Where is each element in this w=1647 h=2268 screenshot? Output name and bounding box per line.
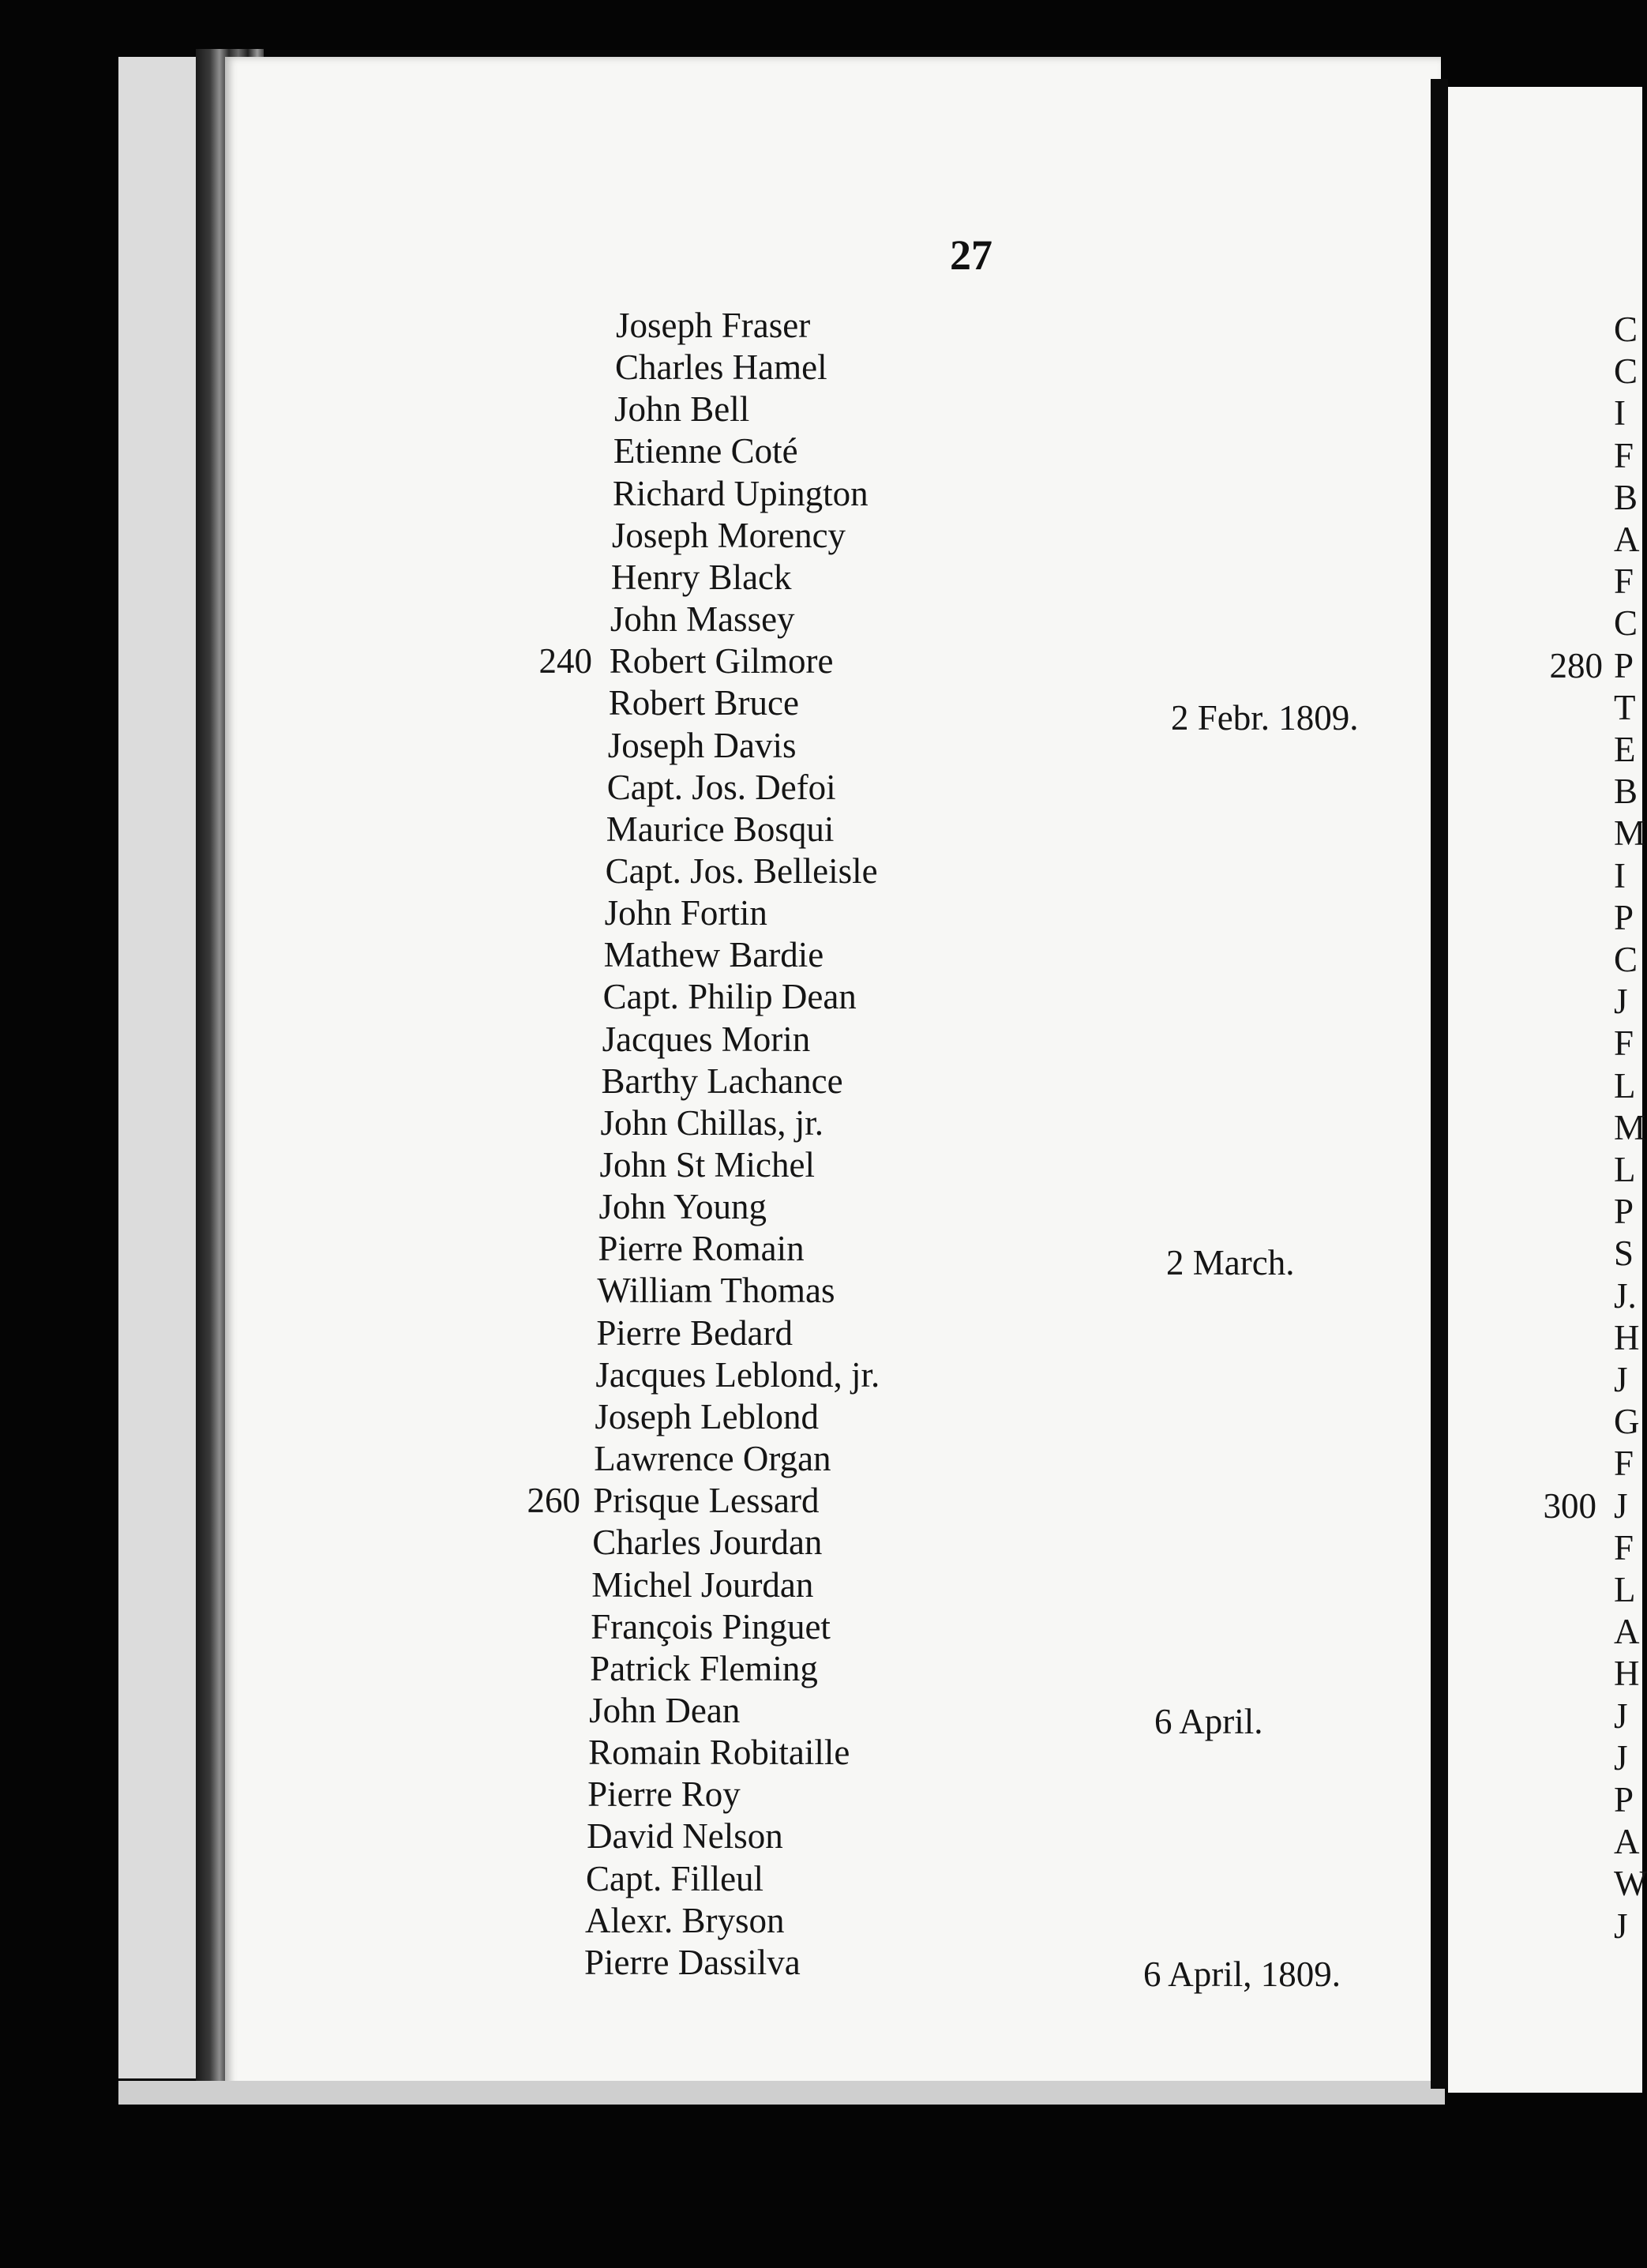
right-page-letter: C bbox=[1614, 351, 1638, 392]
name-entry: Romain Robitaille bbox=[588, 1733, 850, 1773]
right-page-letter: P bbox=[1614, 1192, 1634, 1232]
right-page-letter: J bbox=[1614, 1360, 1628, 1399]
right-page-letter: J bbox=[1614, 1695, 1628, 1736]
right-page-letter: L bbox=[1614, 1150, 1636, 1189]
name-entry: John Chillas, jr. bbox=[600, 1102, 824, 1143]
right-page-counter: 300 bbox=[1543, 1485, 1596, 1526]
right-page-letter: I bbox=[1614, 855, 1626, 896]
right-page-letter: F bbox=[1614, 561, 1634, 602]
right-page-letter: F bbox=[1614, 1527, 1634, 1568]
right-page-letter: C bbox=[1614, 310, 1638, 349]
name-entry: Capt. Philip Dean bbox=[602, 977, 857, 1017]
right-page-letter: P bbox=[1614, 897, 1634, 937]
name-entry: John Young bbox=[598, 1187, 767, 1227]
right-page-letter: I bbox=[1614, 393, 1626, 434]
page-bottom-edge bbox=[118, 2081, 1445, 2105]
name-entry: Charles Jourdan bbox=[592, 1523, 823, 1563]
name-entry: Patrick Fleming bbox=[590, 1648, 818, 1688]
right-page-letter: W bbox=[1614, 1864, 1647, 1904]
right-page-letter: A bbox=[1614, 1612, 1640, 1652]
right-page-letter: J. bbox=[1614, 1275, 1637, 1316]
right-page-letter: G bbox=[1614, 1402, 1640, 1442]
name-entry: François Pinguet bbox=[591, 1606, 831, 1647]
name-entry: Joseph Morency bbox=[611, 515, 846, 555]
name-entry: John Bell bbox=[613, 389, 750, 430]
right-page-letter: E bbox=[1614, 730, 1636, 769]
name-entry: Capt. Jos. Belleisle bbox=[605, 850, 878, 891]
right-page-letter: A bbox=[1614, 1822, 1640, 1862]
right-page-letter: T bbox=[1614, 687, 1636, 727]
name-entry: Jacques Morin bbox=[602, 1019, 811, 1059]
name-entry: Capt. Filleul bbox=[586, 1858, 764, 1898]
name-entry: Joseph Davis bbox=[607, 725, 797, 765]
name-entry: Charles Hamel bbox=[614, 347, 827, 388]
date-entry: 2 Febr. 1809. bbox=[1171, 698, 1359, 738]
page-number: 27 bbox=[950, 231, 992, 279]
name-entry: Etienne Coté bbox=[613, 431, 798, 471]
date-entry: 2 March. bbox=[1166, 1243, 1295, 1282]
name-entry: Pierre Roy bbox=[587, 1774, 741, 1815]
entry-counter: 260 bbox=[527, 1481, 580, 1521]
name-entry: Robert Bruce bbox=[608, 683, 799, 723]
right-page-letter: L bbox=[1614, 1065, 1636, 1106]
entry-counter: 240 bbox=[538, 641, 592, 682]
name-entry: Lawrence Organ bbox=[594, 1439, 831, 1479]
name-entry: John Dean bbox=[589, 1690, 741, 1730]
right-page-letter: J bbox=[1614, 982, 1628, 1022]
name-entry: Capt. Jos. Defoi bbox=[606, 767, 836, 807]
right-page-letter: B bbox=[1614, 772, 1638, 812]
name-entry: John Fortin bbox=[604, 893, 767, 933]
name-entry: Pierre Romain bbox=[598, 1229, 805, 1269]
right-page-letter: C bbox=[1614, 940, 1638, 979]
name-entry: Michel Jourdan bbox=[591, 1564, 814, 1605]
name-entry: Alexr. Bryson bbox=[585, 1900, 785, 1940]
right-page-letter: P bbox=[1614, 1780, 1634, 1819]
right-page-letter: P bbox=[1614, 645, 1634, 685]
right-page-letter: L bbox=[1614, 1570, 1636, 1609]
right-page-counter: 280 bbox=[1549, 645, 1603, 685]
right-page-letter: J bbox=[1614, 1737, 1628, 1778]
name-entry: Barthy Lachance bbox=[601, 1061, 843, 1101]
name-entry: David Nelson bbox=[587, 1816, 783, 1857]
date-entry: 6 April, 1809. bbox=[1143, 1954, 1341, 1994]
name-entry: Joseph Fraser bbox=[616, 306, 811, 345]
right-page-letter: B bbox=[1614, 477, 1638, 517]
right-page-letter: F bbox=[1614, 1444, 1634, 1484]
date-entry: 6 April. bbox=[1154, 1702, 1263, 1741]
right-page-letter: S bbox=[1614, 1234, 1634, 1274]
name-entry: Henry Black bbox=[610, 557, 792, 597]
right-page-letter: F bbox=[1614, 435, 1634, 475]
name-entry: Maurice Bosqui bbox=[606, 809, 835, 849]
name-entry: John St Michel bbox=[599, 1145, 815, 1185]
right-page-letter: A bbox=[1614, 520, 1640, 559]
page-gutter bbox=[1431, 79, 1448, 2089]
name-entry: William Thomas bbox=[597, 1271, 835, 1311]
right-page-letter: C bbox=[1614, 603, 1638, 644]
right-page-letter: J bbox=[1614, 1906, 1628, 1946]
name-entry: Richard Upington bbox=[612, 473, 869, 513]
name-entry: Jacques Leblond, jr. bbox=[595, 1354, 880, 1395]
right-page-letter: F bbox=[1614, 1023, 1634, 1064]
name-entry: Mathew Bardie bbox=[603, 935, 824, 975]
right-page-letter: H bbox=[1614, 1317, 1640, 1357]
name-entry: Joseph Leblond bbox=[595, 1396, 820, 1436]
name-entry: Robert Gilmore bbox=[609, 641, 834, 682]
right-page-letter: H bbox=[1614, 1654, 1640, 1694]
name-entry: Prisque Lessard bbox=[593, 1481, 820, 1521]
right-page-letter: J bbox=[1614, 1485, 1628, 1526]
name-entry: Pierre Bedard bbox=[596, 1312, 793, 1353]
right-page-letter: M bbox=[1614, 1107, 1646, 1147]
right-page-letter: M bbox=[1614, 813, 1646, 854]
name-entry: John Massey bbox=[610, 599, 795, 640]
name-entry: Pierre Dassilva bbox=[584, 1942, 801, 1982]
